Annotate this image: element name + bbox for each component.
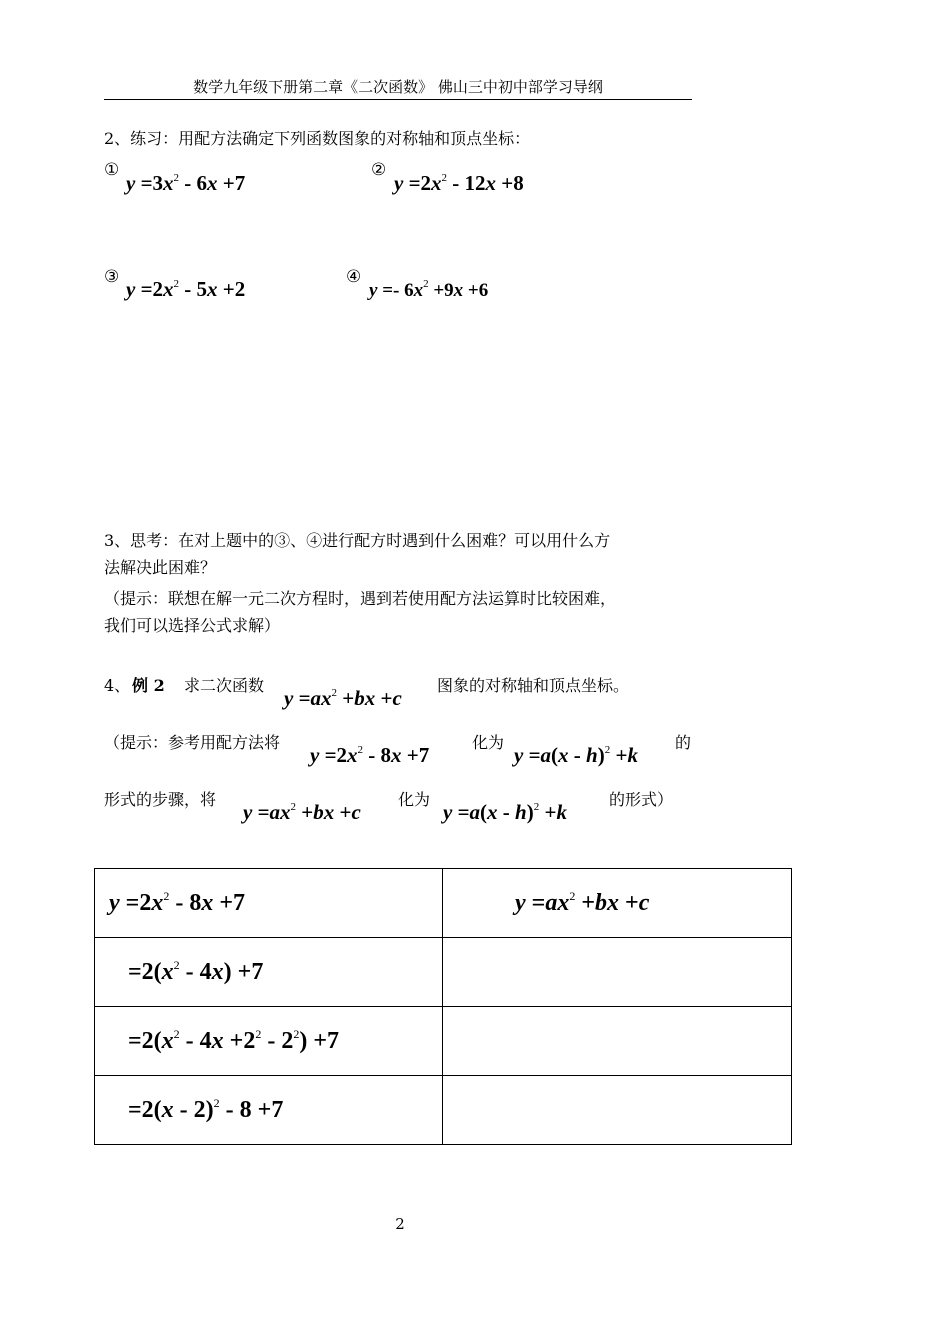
hint-text-a: （提示：参考用配方法将	[104, 733, 281, 752]
equation-2: $y =2x^2 - 12x +8$	[394, 171, 524, 195]
section-2-heading: 2、练习：用配方法确定下列函数图象的对称轴和顶点坐标：	[104, 129, 531, 148]
item-marker-1: ①	[104, 160, 120, 180]
table-cell-left: =2(x - 2)$^2$ - 8 +7	[95, 1076, 443, 1145]
section-4-prompt: 求二次函数	[184, 676, 265, 695]
equation-1: $y =3x^2 - 6x +7$	[126, 171, 246, 195]
table-cell-right	[443, 1007, 792, 1076]
table-row	[95, 938, 792, 1007]
table-row	[95, 1007, 792, 1076]
page-number: 2	[395, 1215, 405, 1233]
item-marker-3: ③	[104, 267, 120, 287]
section-3-hint-1: （提示：联想在解一元二次方程时，遇到若使用配方法运算时比较困难，	[104, 589, 617, 608]
table-cell-right	[443, 938, 792, 1007]
table-row	[95, 1076, 792, 1145]
hint-text-f: 的形式）	[609, 790, 674, 809]
equation-4: $y =- 6x^2 +9x +6$	[369, 278, 489, 301]
completing-square-table	[94, 868, 792, 1145]
item-marker-4: ④	[346, 267, 362, 287]
section-3-line-1: 3、思考：在对上题中的③、④进行配方时遇到什么困难？可以用什么方	[104, 531, 611, 550]
equation-3: $y =2x^2 - 5x +2$	[126, 277, 246, 301]
vertex-form-equation-2: y =a(x - h)$^2$ +k	[443, 800, 567, 824]
table-cell-left: $=2(x^2 - 4x +2^2 - 2^2) +7$	[95, 1007, 443, 1076]
example-label: 例 2	[132, 676, 165, 695]
page-header: 数学九年级下册第二章《二次函数》 佛山三中初中部学习导纲	[104, 76, 692, 100]
vertex-form-equation-1: y =a(x - h)$^2$ +k	[514, 743, 638, 767]
item-marker-2: ②	[371, 160, 387, 180]
table-cell-left: $y =2x^2 - 8x +7$	[95, 869, 443, 938]
hint-equation-1: $y =2x^2 - 8x +7$	[310, 743, 430, 767]
hint-text-b: 化为	[472, 733, 505, 752]
table-cell-right: $y =ax^2 +bx +c$	[443, 869, 792, 938]
general-form-equation: $y =ax^2 +bx +c$	[284, 686, 402, 710]
section-4-prompt-tail: 图象的对称轴和顶点坐标。	[437, 676, 630, 695]
table-cell-left: $=2(x^2 - 4x) +7$	[95, 938, 443, 1007]
general-form-equation-2: $y =ax^2 +bx +c$	[243, 800, 361, 824]
hint-text-e: 化为	[398, 790, 431, 809]
section-3-line-2: 法解决此困难？	[104, 558, 217, 577]
section-3-hint-2: 我们可以选择公式求解）	[104, 616, 281, 635]
section-4-number: 4、	[104, 676, 131, 695]
table-row	[95, 869, 792, 938]
hint-text-d: 形式的步骤，将	[104, 790, 217, 809]
hint-text-c: 的	[675, 733, 692, 752]
table-cell-right	[443, 1076, 792, 1145]
